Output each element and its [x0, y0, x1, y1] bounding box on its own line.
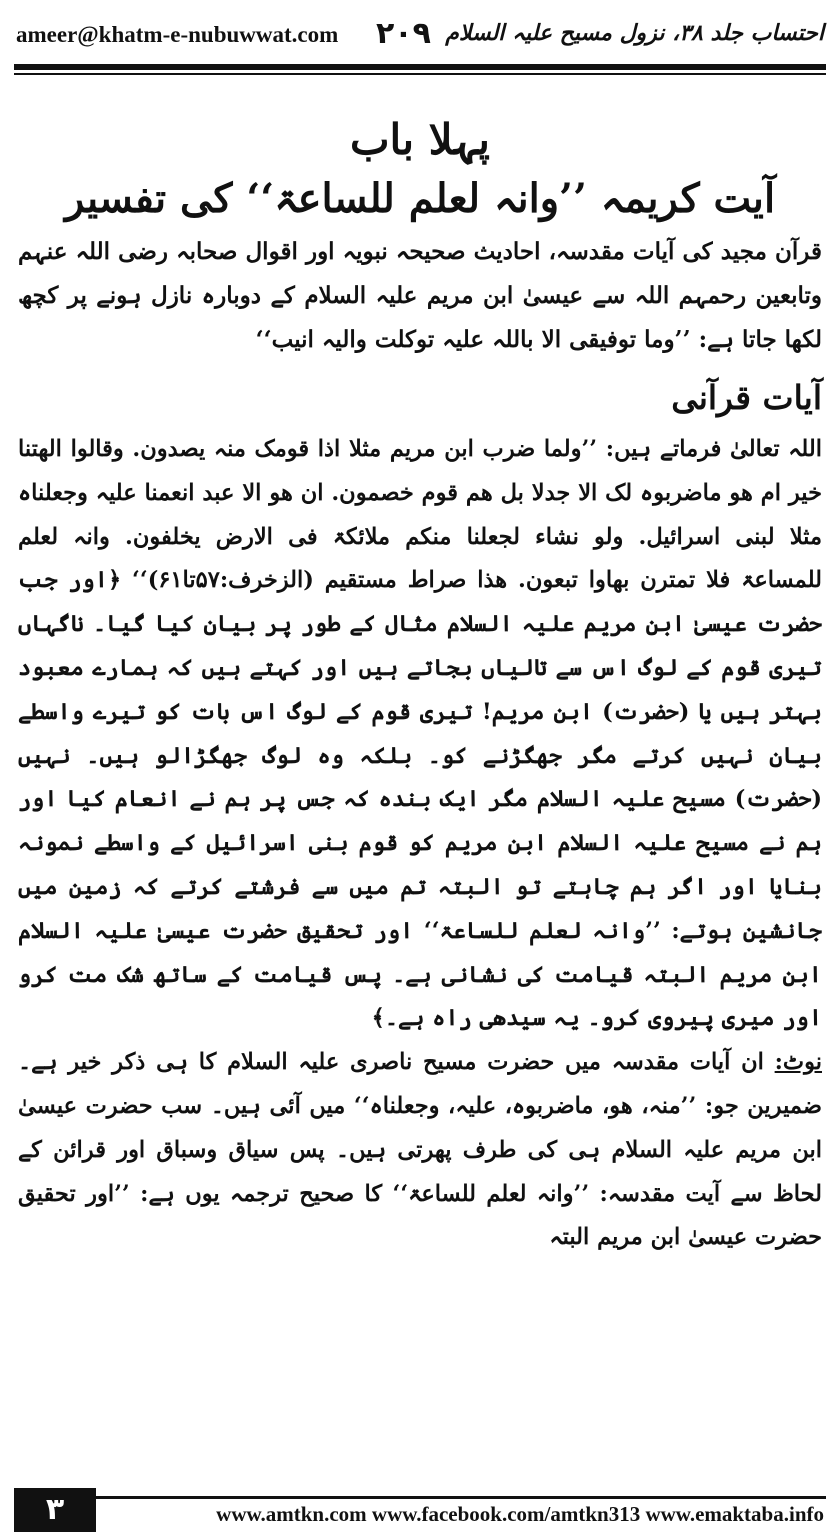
- chapter-title: پہلا باب: [349, 115, 490, 164]
- header-divider-thin: [14, 73, 826, 75]
- note-label: نوٹ:: [774, 1049, 822, 1076]
- note-paragraph: [18, 1041, 822, 1260]
- footer-urls[interactable]: www.amtkn.com www.facebook.com/amtkn313 www.emaktaba.info: [216, 1502, 824, 1526]
- intro-paragraph: قرآن مجید کی آیات مقدسہ، احادیث صحیحہ نبویہ اور اقوال صحابہ رضی اللہ عنہم وتابعین رحمہم اللہ سے عیسیٰ ابن مریم علیہ السلام کے دوبارہ نازل ہونے پر کچھ لکھا جاتا ہے: ’’وما توفیقی الا باللہ علیہ توکلت والیہ انیب‘‘: [18, 238, 822, 353]
- header-book-title: احتساب جلد ۳۸، نزول مسیح علیہ السلام: [445, 20, 824, 46]
- header-page-number: ۲۰۹: [376, 16, 431, 51]
- header-divider-thick: [14, 64, 826, 70]
- footer-page-box: ۳: [14, 1488, 96, 1532]
- chapter-heading: آیت کریمہ ’’وانہ لعلم للساعۃ‘‘ کی تفسیر: [64, 175, 776, 222]
- header-email[interactable]: ameer@khatm-e-nubuwwat.com: [16, 22, 339, 47]
- body-paragraph: اللہ تعالیٰ فرماتے ہیں: ’’ولما ضرب ابن مریم مثلا اذا قومک منہ یصدون. وقالوا الھتنا خیر ام ھو ماضربوہ لک الا جدلا بل ھم قوم خصمون. ان ھو الا عبد انعمنا علیہ وجعلناہ مثلا لبنی اسرائیل. ولو نشاء لجعلنا منکم ملائکۃ فی الارض یخلفون. وانہ لعلم للمساعۃ فلا تمترن بھاوا تبعون. ھذا صراط مستقیم (الزخرف:۵۷تا۶۱)‘‘ ﴿اور جب حضرت عیسیٰ ابن مریم علیہ السلام مثال کے طور پر بیان کیا گیا۔ ناگہاں تیری قوم کے لوگ اس سے تالیاں بجاتے ہیں اور کہتے ہیں کہ ہمارے معبود بہتر ہیں یا (حضرت) ابن مریم! تیری قوم کے لوگ اس بات کو تیرے واسطے بیان نہیں کرتے مگر جھگڑنے کو۔ بلکہ وہ لوگ جھگڑالو ہیں۔ نہیں (حضرت) مسیح علیہ السلام مگر ایک بندہ کہ جس پر ہم نے انعام کیا اور ہم نے مسیح علیہ السلام ابن مریم کو قوم بنی اسرائیل کے واسطے نمونہ بنایا اور اگر ہم چاہتے تو البتہ تم میں سے فرشتے کرتے کہ زمین میں جانشین ہوتے: ’’وانہ لعلم للساعۃ‘‘ اور تحقیق حضرت عیسیٰ علیہ السلام ابن مریم البتہ قیامت کی نشانی ہے۔ پس قیامت کے ساتھ شک مت کرو اور میری پیروی کرو۔ یہ سیدھی راہ ہے۔﴾: [18, 436, 822, 1032]
- note-text: ان آیات مقدسہ میں حضرت مسیح ناصری علیہ السلام کا ہی ذکر خیر ہے۔ ضمیرین جو: ’’منہ، ھو، ماضربوہ، علیہ، وجعلناہ‘‘ میں آئی ہیں۔ سب حضرت عیسیٰ ابن مریم علیہ السلام ہی کی طرف پھرتی ہیں۔ پس سیاق وسباق اور قرائن کے لحاظ سے آیت مقدسہ: ’’وانہ لعلم للساعۃ‘‘ کا صحیح ترجمہ یوں ہے: ’’اور تحقیق حضرت عیسیٰ ابن مریم البتہ: [18, 1049, 822, 1251]
- page-content: [18, 100, 822, 1260]
- page-header: [14, 14, 826, 64]
- section-title: آیات قرآنی: [671, 378, 822, 417]
- footer-divider: [14, 1496, 826, 1499]
